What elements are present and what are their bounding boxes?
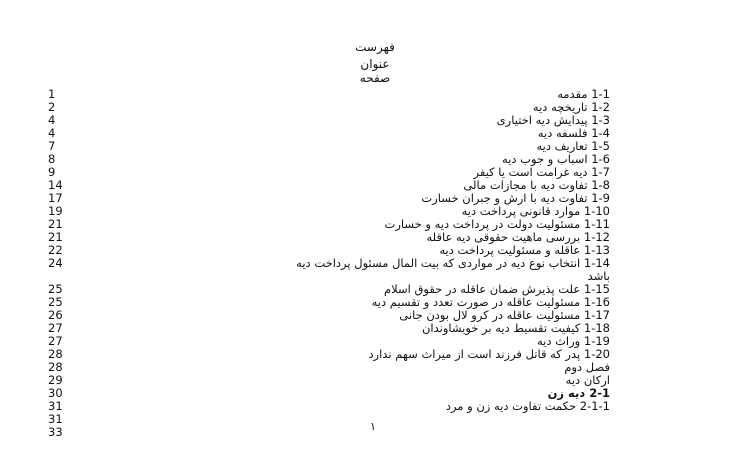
toc-entry-title: 1-13 عاقله و مسئولیت پرداخت دیه [439,243,610,257]
toc-entry [30,348,610,361]
toc-entry-title: 1-19 وراث دیه [536,334,610,348]
toc-entry-title: 1-16 مسئولیت عاقله در صورت تعدد و تقسیم دیه [371,295,610,309]
toc-entry [30,257,610,270]
toc-entry [30,114,610,127]
toc-entry-page: 31 [48,399,63,413]
toc-entry-page: 14 [48,178,63,192]
toc-entry-title: ارکان دیه [565,373,610,387]
table-of-contents [30,88,610,439]
toc-entry-title: 1-3 پیدایش دیه اختیاری [496,113,610,127]
footer-page-number: ١ [370,420,376,433]
toc-entry-title: 1-7 دیه غرامت است یا کیفر [473,165,610,179]
page-title: فهرست [355,40,395,54]
toc-entry-page: 33 [48,425,63,439]
toc-entry-title: 2-1 دیه زن [547,386,610,400]
toc-entry [30,426,610,439]
toc-entry-page: 24 [48,256,63,270]
toc-entry [30,400,610,413]
toc-entry-page: 4 [48,113,56,127]
column-page-label: صفحه [359,71,391,85]
toc-entry-title: 1-10 موارد قانونی پرداخت دیه [461,204,610,218]
toc-entry-page: 28 [48,347,63,361]
toc-entry-page: 17 [48,191,63,205]
toc-entry-page: 8 [48,152,56,166]
toc-entry-page: 26 [48,308,63,322]
toc-entry-page: 27 [48,334,63,348]
toc-entry-title: فصل دوم [564,360,610,374]
toc-entry-page: 1 [48,87,56,101]
toc-entry-title: 1-18 کیفیت تقسیط دیه بر خویشاوندان [421,321,610,335]
toc-entry-page: 25 [48,295,63,309]
toc-entry-title: 1-4 فلسفه دیه [537,126,610,140]
toc-entry-page: 2 [48,100,56,114]
toc-entry-page: 28 [48,360,63,374]
toc-entry [30,361,610,374]
toc-entry [30,322,610,335]
toc-entry-title: 1-1 مقدمه [557,87,610,101]
toc-entry [30,88,610,101]
toc-entry-page: 9 [48,165,56,179]
column-title-label: عنوان [360,57,390,71]
toc-entry-title: 1-5 تعاریف دیه [536,139,610,153]
toc-entry-page: 25 [48,282,63,296]
toc-entry-title: 1-14 انتخاب نوع دیه در مواردی که بیت المال مسئول پرداخت دیه [296,256,610,270]
toc-entry-title: باشد [587,269,610,283]
toc-entry-page: 7 [48,139,56,153]
toc-entry-page: 19 [48,204,63,218]
toc-entry-title: 1-6 اسباب و جوب دیه [502,152,610,166]
toc-entry-title: 1-9 تفاوت دیه با ارش و جبران خسارت [421,191,610,205]
toc-entry [30,127,610,140]
toc-entry-title: 2-1-1 حکمت تفاوت دیه زن و مرد [445,399,610,413]
toc-entry-title: 1-17 مسئولیت عاقله در کرو لال بودن جانی [399,308,610,322]
toc-entry-page: 27 [48,321,63,335]
toc-entry-title: 1-12 بررسی ماهیت حقوقی دیه عاقله [426,230,610,244]
toc-entry-title: 1-8 تفاوت دیه با مجازات مالی [463,178,610,192]
toc-entry-title: 1-2 تاریخچه دیه [532,100,610,114]
toc-entry-title: 1-11 مسئولیت دولت در پرداخت دیه و خسارت [384,217,610,231]
toc-entry-title: 1-20 پدر که قاتل فرزند است از میراث سهم ندارد [368,347,610,361]
toc-entry-page: 21 [48,217,63,231]
toc-entry-page: 31 [48,412,63,426]
toc-entry-page: 29 [48,373,63,387]
toc-entry-page: 4 [48,126,56,140]
toc-entry-page: 21 [48,230,63,244]
toc-entry [30,413,610,426]
toc-entry-page: 22 [48,243,63,257]
toc-entry-page: 30 [48,386,63,400]
toc-entry-title: 1-15 علت پذیرش ضمان عاقله در حقوق اسلام [384,282,610,296]
toc-entry [30,374,610,387]
